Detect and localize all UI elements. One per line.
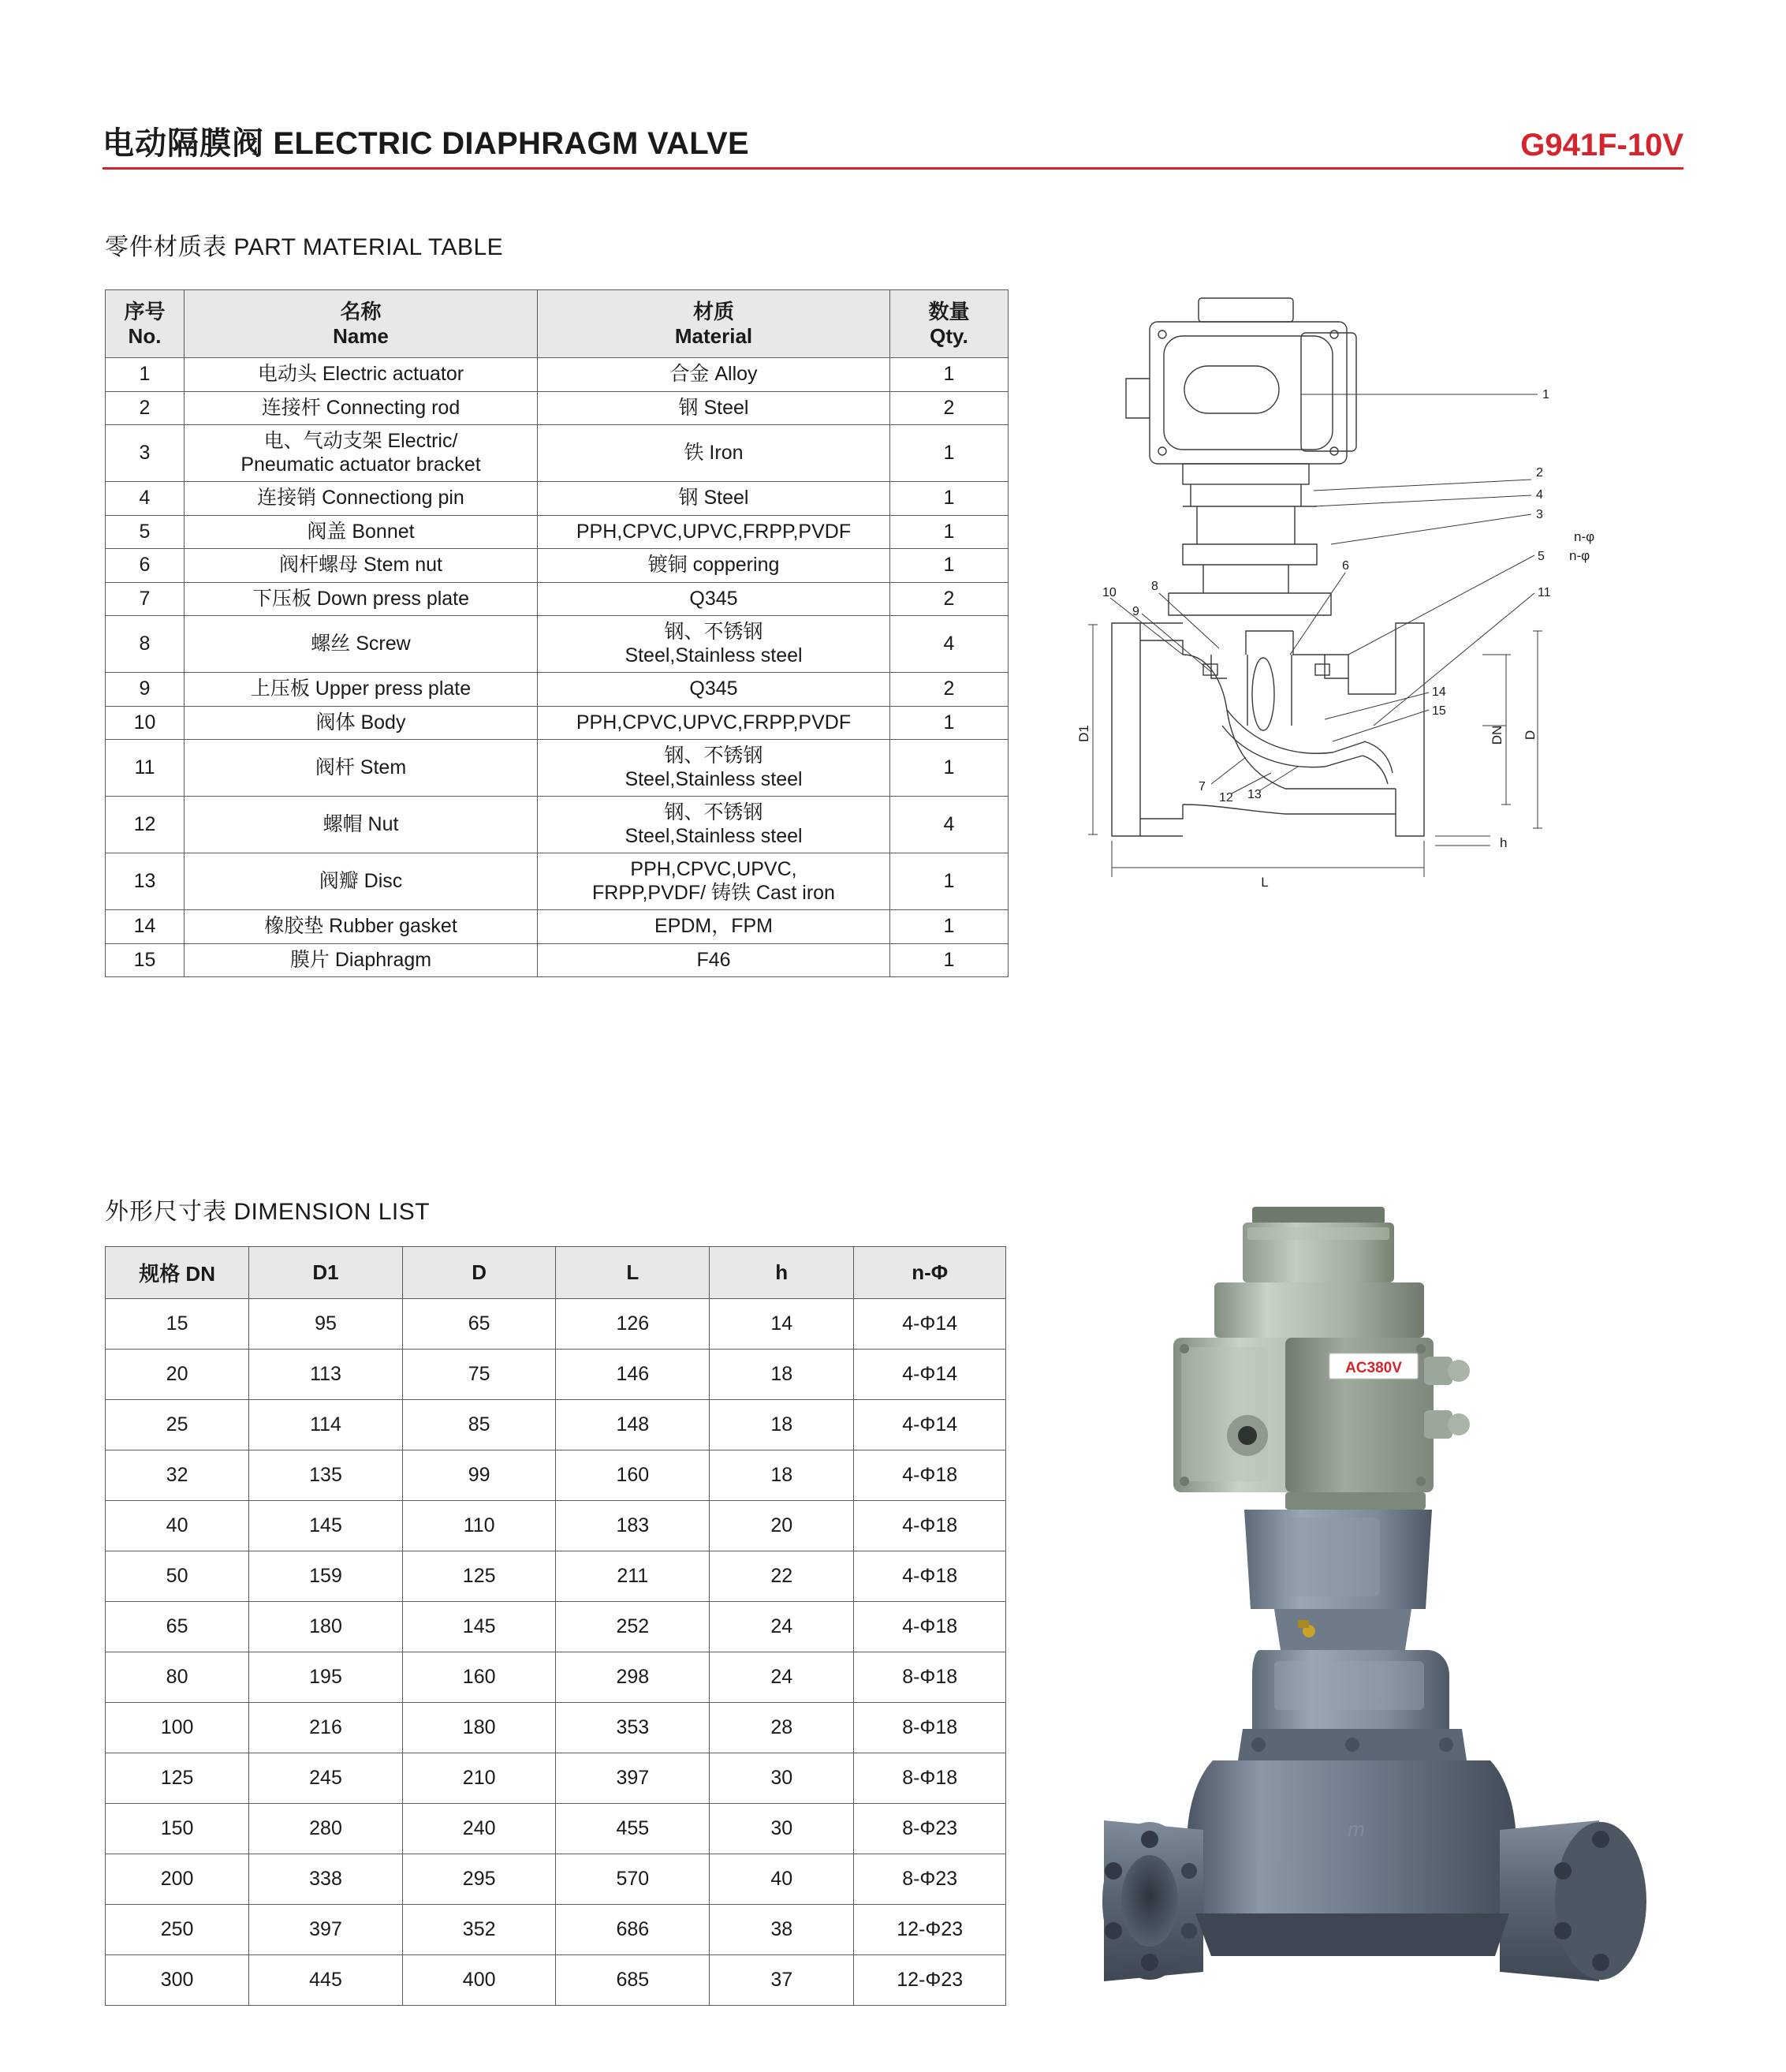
table-row: [106, 1602, 1006, 1652]
cell-name: 电动头 Electric actuator: [185, 358, 538, 392]
table-row: [106, 549, 1009, 583]
dimension-cell-1: 180: [249, 1602, 403, 1652]
dimension-cell-3: 353: [556, 1703, 710, 1753]
part-material-title-en: PART MATERIAL TABLE: [233, 234, 504, 260]
dimension-cell-2: 160: [402, 1652, 556, 1703]
actuator-outline: [1126, 298, 1356, 506]
cell-no: 6: [106, 549, 185, 583]
table-row: [106, 1652, 1006, 1703]
cell-name: 阀杆 Stem: [185, 740, 538, 797]
cell-name: 上压板 Upper press plate: [185, 673, 538, 707]
cell-no: 13: [106, 853, 185, 910]
dimension-cell-1: 135: [249, 1450, 403, 1501]
cell-qty: 2: [890, 391, 1009, 425]
dimension-header-row: [106, 1247, 1006, 1299]
table-row: [106, 706, 1009, 740]
dimension-cell-0: 80: [106, 1652, 249, 1703]
dimension-cell-3: 160: [556, 1450, 710, 1501]
dimension-column-header-1: D1: [249, 1247, 403, 1299]
dimension-cell-0: 150: [106, 1804, 249, 1854]
dimension-cell-5: 4-Φ18: [854, 1551, 1006, 1602]
cell-no: 12: [106, 797, 185, 853]
cell-qty: 2: [890, 582, 1009, 616]
dim-label-n-phi: n-φ: [1569, 548, 1590, 563]
column-header-qty: [890, 290, 1009, 358]
dimension-cell-0: 32: [106, 1450, 249, 1501]
table-row: [106, 1854, 1006, 1905]
cell-material: 铁 Iron: [538, 425, 890, 482]
right-flange: [1500, 1820, 1646, 1981]
dimension-cell-0: 250: [106, 1905, 249, 1955]
column-header-qty-en: Qty.: [930, 323, 968, 348]
cell-no: 5: [106, 515, 185, 549]
cell-qty: 1: [890, 425, 1009, 482]
table-row: [106, 515, 1009, 549]
table-row: [106, 482, 1009, 516]
dimension-cell-4: 24: [710, 1602, 854, 1652]
cell-material: PPH,CPVC,UPVC,FRPP,PVDF: [538, 515, 890, 549]
dimension-cell-4: 38: [710, 1905, 854, 1955]
table-row: [106, 1703, 1006, 1753]
table-row: [106, 1753, 1006, 1804]
dimension-cell-3: 126: [556, 1299, 710, 1350]
callout-2: 2: [1536, 466, 1543, 480]
dimension-cell-2: 75: [402, 1350, 556, 1400]
cell-no: 14: [106, 910, 185, 944]
cell-name: 阀盖 Bonnet: [185, 515, 538, 549]
valve-technical-drawing: [1065, 284, 1687, 931]
dimension-title-en: DIMENSION LIST: [233, 1199, 431, 1225]
cell-no: 7: [106, 582, 185, 616]
dimension-cell-1: 145: [249, 1501, 403, 1551]
body-brand-mark: m: [1348, 1817, 1365, 1841]
page-title-cn: 电动隔膜阀: [103, 126, 264, 161]
callout-1: 1: [1542, 388, 1549, 401]
cell-qty: 1: [890, 943, 1009, 977]
dimension-cell-3: 570: [556, 1854, 710, 1905]
dimension-cell-0: 50: [106, 1551, 249, 1602]
cell-qty: 1: [890, 910, 1009, 944]
callout-12: 12: [1219, 791, 1233, 805]
dimension-column-header-5: n-Φ: [854, 1247, 1006, 1299]
cell-name: 阀体 Body: [185, 706, 538, 740]
cell-name: 连接销 Connectiong pin: [185, 482, 538, 516]
cell-qty: 4: [890, 616, 1009, 673]
dimension-cell-0: 300: [106, 1955, 249, 2006]
table-row: [106, 582, 1009, 616]
dimension-cell-0: 25: [106, 1400, 249, 1450]
cell-qty: 1: [890, 740, 1009, 797]
dimension-cell-4: 22: [710, 1551, 854, 1602]
page-title: [103, 118, 749, 163]
cell-no: 2: [106, 391, 185, 425]
dimension-cell-2: 125: [402, 1551, 556, 1602]
cell-name: 螺丝 Screw: [185, 616, 538, 673]
callout-4: 4: [1536, 488, 1543, 502]
callout-15: 15: [1432, 704, 1446, 718]
dimension-cell-1: 445: [249, 1955, 403, 2006]
dimension-section-title: [105, 1192, 430, 1226]
cell-no: 10: [106, 706, 185, 740]
dimension-cell-0: 20: [106, 1350, 249, 1400]
cell-name: 橡胶垫 Rubber gasket: [185, 910, 538, 944]
callout-leaders: [1110, 394, 1538, 793]
callout-10: 10: [1102, 586, 1117, 599]
dimension-column-header-3: L: [556, 1247, 710, 1299]
cell-qty: 1: [890, 482, 1009, 516]
dimension-cell-4: 18: [710, 1450, 854, 1501]
dimension-cell-5: 8-Φ23: [854, 1854, 1006, 1905]
dimension-cell-1: 338: [249, 1854, 403, 1905]
dimension-lines: [1088, 625, 1542, 877]
table-row: [106, 1450, 1006, 1501]
cell-name: 阀杆螺母 Stem nut: [185, 549, 538, 583]
cell-material: 钢 Steel: [538, 482, 890, 516]
table-header-row: [106, 290, 1009, 358]
dimension-cell-1: 159: [249, 1551, 403, 1602]
dim-label-h: h: [1500, 835, 1508, 850]
valve-body: [1187, 1760, 1516, 1913]
left-flange: [1102, 1820, 1203, 1981]
dimension-cell-0: 125: [106, 1753, 249, 1804]
cell-qty: 2: [890, 673, 1009, 707]
dimension-cell-0: 40: [106, 1501, 249, 1551]
table-row: [106, 1905, 1006, 1955]
dimension-cell-4: 28: [710, 1703, 854, 1753]
cell-material: 钢、不锈钢 Steel,Stainless steel: [538, 740, 890, 797]
part-material-title-cn: 零件材质表: [105, 234, 227, 260]
dimension-cell-2: 85: [402, 1400, 556, 1450]
cell-qty: 1: [890, 706, 1009, 740]
cell-no: 4: [106, 482, 185, 516]
actuator-housing: [1173, 1282, 1470, 1510]
table-row: [106, 391, 1009, 425]
dim-label-DN: DN: [1490, 725, 1504, 745]
dimension-cell-2: 295: [402, 1854, 556, 1905]
cell-no: 11: [106, 740, 185, 797]
dimension-cell-5: 4-Φ14: [854, 1350, 1006, 1400]
callout-14: 14: [1432, 685, 1446, 699]
dimension-cell-3: 252: [556, 1602, 710, 1652]
column-header-no: [106, 290, 185, 358]
dimension-cell-5: 8-Φ18: [854, 1652, 1006, 1703]
column-header-no-en: No.: [128, 323, 162, 348]
table-row: [106, 1299, 1006, 1350]
dimension-cell-3: 211: [556, 1551, 710, 1602]
dimension-cell-2: 99: [402, 1450, 556, 1501]
cell-material: 钢、不锈钢 Steel,Stainless steel: [538, 797, 890, 853]
table-row: [106, 1551, 1006, 1602]
dimension-cell-1: 195: [249, 1652, 403, 1703]
table-row: [106, 1400, 1006, 1450]
callout-5: 5: [1538, 550, 1545, 563]
dimension-cell-4: 18: [710, 1350, 854, 1400]
dimension-cell-0: 15: [106, 1299, 249, 1350]
table-row: [106, 1804, 1006, 1854]
callout-9: 9: [1132, 605, 1139, 618]
cell-name: 下压板 Down press plate: [185, 582, 538, 616]
dim-label-D1: D1: [1076, 725, 1091, 742]
dimension-cell-2: 240: [402, 1804, 556, 1854]
table-row: [106, 910, 1009, 944]
dimension-cell-5: 8-Φ18: [854, 1703, 1006, 1753]
cell-material: PPH,CPVC,UPVC, FRPP,PVDF/ 铸铁 Cast iron: [538, 853, 890, 910]
cell-qty: 1: [890, 853, 1009, 910]
dimension-column-header-4: h: [710, 1247, 854, 1299]
dimension-cell-1: 280: [249, 1804, 403, 1854]
dimension-cell-5: 8-Φ23: [854, 1804, 1006, 1854]
valve-product-photo: [1049, 1199, 1703, 2043]
table-row: [106, 1501, 1006, 1551]
table-row: [106, 673, 1009, 707]
dimension-cell-2: 180: [402, 1703, 556, 1753]
cell-material: 钢、不锈钢 Steel,Stainless steel: [538, 616, 890, 673]
dimension-cell-5: 4-Φ18: [854, 1450, 1006, 1501]
dimension-cell-1: 113: [249, 1350, 403, 1400]
bracket-outline: [1169, 506, 1331, 615]
dimension-cell-3: 148: [556, 1400, 710, 1450]
dimension-cell-2: 400: [402, 1955, 556, 2006]
cell-qty: 1: [890, 515, 1009, 549]
cell-material: 镀铜 coppering: [538, 549, 890, 583]
cell-material: PPH,CPVC,UPVC,FRPP,PVDF: [538, 706, 890, 740]
table-row: [106, 425, 1009, 482]
dimension-cell-5: 4-Φ18: [854, 1501, 1006, 1551]
callout-7: 7: [1199, 780, 1206, 793]
table-row: [106, 853, 1009, 910]
dimension-cell-0: 200: [106, 1854, 249, 1905]
dimension-cell-2: 352: [402, 1905, 556, 1955]
dimension-cell-3: 455: [556, 1804, 710, 1854]
dimension-cell-3: 146: [556, 1350, 710, 1400]
valve-body-section: [1112, 623, 1424, 836]
dimension-title-cn: 外形尺寸表: [105, 1199, 227, 1225]
dimension-cell-3: 183: [556, 1501, 710, 1551]
dimension-cell-3: 686: [556, 1905, 710, 1955]
dimension-cell-4: 14: [710, 1299, 854, 1350]
dimension-cell-4: 30: [710, 1804, 854, 1854]
column-header-material: [538, 290, 890, 358]
callout-3: 3: [1536, 508, 1543, 521]
cell-qty: 4: [890, 797, 1009, 853]
cell-name: 膜片 Diaphragm: [185, 943, 538, 977]
cell-no: 1: [106, 358, 185, 392]
table-row: [106, 616, 1009, 673]
cell-qty: 1: [890, 358, 1009, 392]
cell-name: 阀瓣 Disc: [185, 853, 538, 910]
dim-label-L: L: [1261, 875, 1269, 890]
cell-no: 15: [106, 943, 185, 977]
table-row: [106, 1955, 1006, 2006]
column-header-no-cn: 序号: [124, 300, 166, 323]
dimension-cell-4: 24: [710, 1652, 854, 1703]
cell-material: F46: [538, 943, 890, 977]
table-row: [106, 740, 1009, 797]
column-header-material-cn: 材质: [692, 300, 734, 323]
cell-name: 电、气动支架 Electric/ Pneumatic actuator bracket: [185, 425, 538, 482]
cell-no: 8: [106, 616, 185, 673]
cell-name: 连接杆 Connecting rod: [185, 391, 538, 425]
dimension-column-header-2: D: [402, 1247, 556, 1299]
dimension-cell-0: 65: [106, 1602, 249, 1652]
dimension-cell-4: 37: [710, 1955, 854, 2006]
cell-no: 3: [106, 425, 185, 482]
valve-bonnet: [1238, 1650, 1467, 1760]
callout-13: 13: [1247, 788, 1262, 801]
callout-6: 6: [1342, 559, 1349, 573]
cell-name: 螺帽 Nut: [185, 797, 538, 853]
dimension-column-header-0: 规格 DN: [106, 1247, 249, 1299]
column-header-name-en: Name: [333, 323, 389, 348]
dim-label-D: D: [1523, 730, 1538, 741]
dimension-cell-4: 40: [710, 1854, 854, 1905]
dimension-cell-5: 12-Φ23: [854, 1955, 1006, 2006]
body-shadow: [1195, 1913, 1509, 1956]
cell-material: Q345: [538, 582, 890, 616]
dimension-cell-3: 685: [556, 1955, 710, 2006]
table-row: [106, 943, 1009, 977]
callout-8: 8: [1151, 580, 1158, 593]
page-header: [103, 118, 1683, 163]
part-material-table: [105, 289, 1009, 977]
dim-label-phi: n-φ: [1574, 529, 1595, 544]
cell-material: EPDM，FPM: [538, 910, 890, 944]
cell-material: 钢 Steel: [538, 391, 890, 425]
dimension-cell-1: 114: [249, 1400, 403, 1450]
dimension-cell-4: 18: [710, 1400, 854, 1450]
header-divider: [103, 167, 1683, 170]
dimension-cell-4: 20: [710, 1501, 854, 1551]
photo-voltage-label: AC380V: [1345, 1360, 1402, 1376]
page-title-en: ELECTRIC DIAPHRAGM VALVE: [273, 126, 749, 161]
dimension-cell-0: 100: [106, 1703, 249, 1753]
dimension-cell-2: 210: [402, 1753, 556, 1804]
cell-material: Q345: [538, 673, 890, 707]
callout-11: 11: [1538, 586, 1551, 599]
dimension-table: [105, 1246, 1006, 2006]
dimension-cell-1: 245: [249, 1753, 403, 1804]
actuator-top-cap: [1243, 1207, 1394, 1282]
table-row: [106, 797, 1009, 853]
column-header-material-en: Material: [674, 323, 753, 348]
dimension-cell-2: 110: [402, 1501, 556, 1551]
dimension-cell-1: 216: [249, 1703, 403, 1753]
dimension-cell-5: 12-Φ23: [854, 1905, 1006, 1955]
dimension-cell-5: 4-Φ14: [854, 1299, 1006, 1350]
table-row: [106, 1350, 1006, 1400]
cell-material: 合金 Alloy: [538, 358, 890, 392]
dimension-cell-5: 4-Φ14: [854, 1400, 1006, 1450]
valve-bracket: [1244, 1510, 1432, 1650]
dimension-cell-5: 8-Φ18: [854, 1753, 1006, 1804]
model-number: G941F-10V: [1520, 128, 1683, 162]
cell-qty: 1: [890, 549, 1009, 583]
callout-labels: [1102, 388, 1551, 805]
dimension-cell-2: 65: [402, 1299, 556, 1350]
column-header-name: [185, 290, 538, 358]
dimension-cell-2: 145: [402, 1602, 556, 1652]
dimension-cell-5: 4-Φ18: [854, 1602, 1006, 1652]
dimension-cell-1: 397: [249, 1905, 403, 1955]
table-row: [106, 358, 1009, 392]
column-header-qty-cn: 数量: [928, 300, 970, 323]
dimension-cell-3: 298: [556, 1652, 710, 1703]
dimension-cell-4: 30: [710, 1753, 854, 1804]
column-header-name-cn: 名称: [340, 300, 382, 323]
dimension-cell-3: 397: [556, 1753, 710, 1804]
dimension-cell-1: 95: [249, 1299, 403, 1350]
part-material-section-title: [105, 227, 503, 262]
cell-no: 9: [106, 673, 185, 707]
